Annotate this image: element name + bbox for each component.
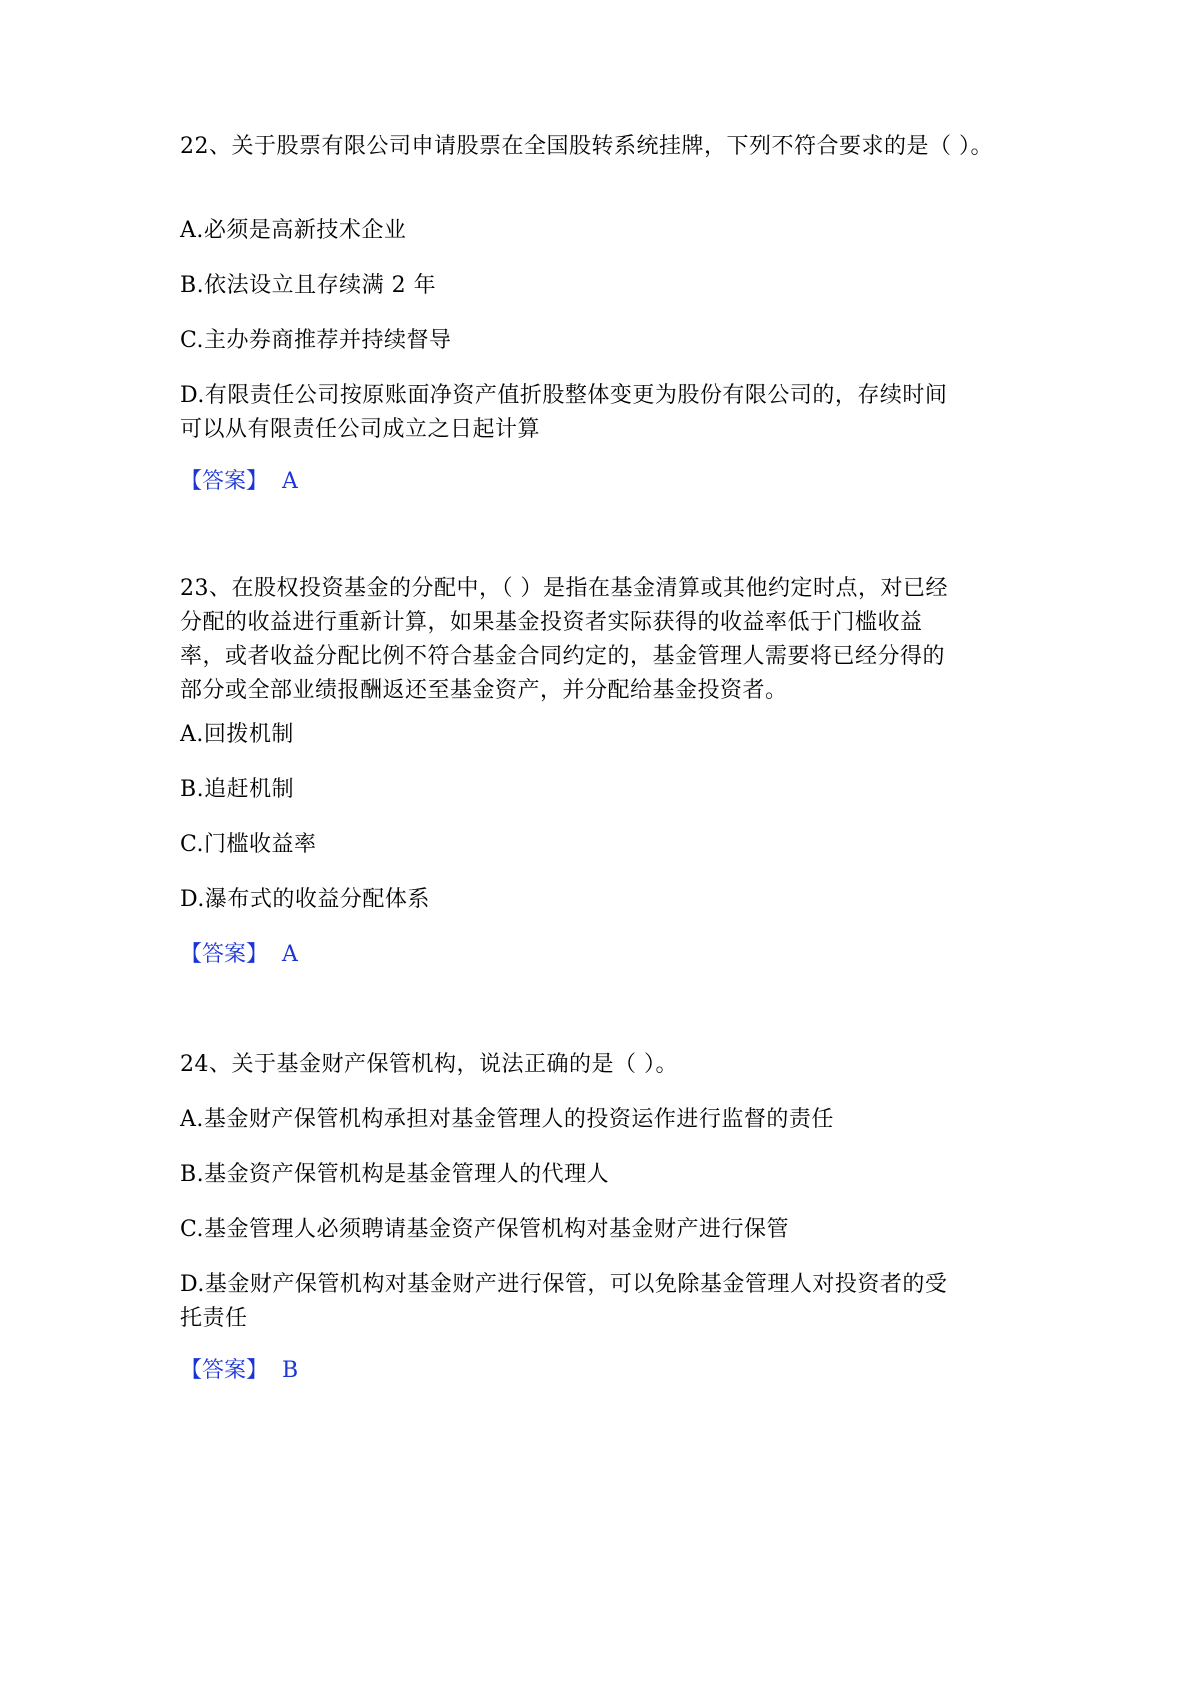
answer-value: A (282, 942, 298, 967)
question-stem: 23、在股权投资基金的分配中，（ ）是指在基金清算或其他约定时点，对已经分配的收益进行重新计算，如果基金投资者实际获得的收益率低于门槛收益率，或者收益分配比例不符合基金合同约定的，基金管理人需要将已经分得的部分或全部业绩报酬返还至基金资产，并分配给基金投资者。 (180, 576, 948, 703)
answer-line (180, 938, 298, 972)
option-a: A.必须是高新技术企业 (180, 218, 407, 243)
question-stem: 24、关于基金财产保管机构，说法正确的是（ ）。 (180, 1052, 678, 1077)
option-d: D.基金财产保管机构对基金财产进行保管，可以免除基金管理人对投资者的受托责任 (180, 1272, 948, 1331)
question-23 (180, 572, 1020, 967)
option-b: B.基金资产保管机构是基金管理人的代理人 (180, 1162, 610, 1187)
option-d: D.有限责任公司按原账面净资产值折股整体变更为股份有限公司的，存续时间可以从有限责任公司成立之日起计算 (180, 383, 948, 442)
option-c: C.主办券商推荐并持续督导 (180, 328, 452, 353)
option-d: D.瀑布式的收益分配体系 (180, 887, 430, 912)
answer-line (180, 1354, 298, 1388)
answer-line (180, 465, 298, 499)
answer-value: B (282, 1358, 299, 1383)
option-c: C.门槛收益率 (180, 832, 317, 857)
answer-label: 【答案】 (180, 1358, 269, 1383)
question-stem: 22、关于股票有限公司申请股票在全国股转系统挂牌，下列不符合要求的是（ ）。 (180, 134, 993, 159)
option-a: A.基金财产保管机构承担对基金管理人的投资运作进行监督的责任 (180, 1107, 834, 1132)
option-a: A.回拨机制 (180, 722, 294, 747)
option-b: B.依法设立且存续满 2 年 (180, 273, 437, 298)
answer-label: 【答案】 (180, 469, 269, 494)
question-22 (180, 130, 1020, 494)
question-24 (180, 1048, 1020, 1383)
answer-value: A (282, 469, 298, 494)
option-b: B.追赶机制 (180, 777, 295, 802)
answer-label: 【答案】 (180, 942, 269, 967)
option-c: C.基金管理人必须聘请基金资产保管机构对基金财产进行保管 (180, 1217, 790, 1242)
